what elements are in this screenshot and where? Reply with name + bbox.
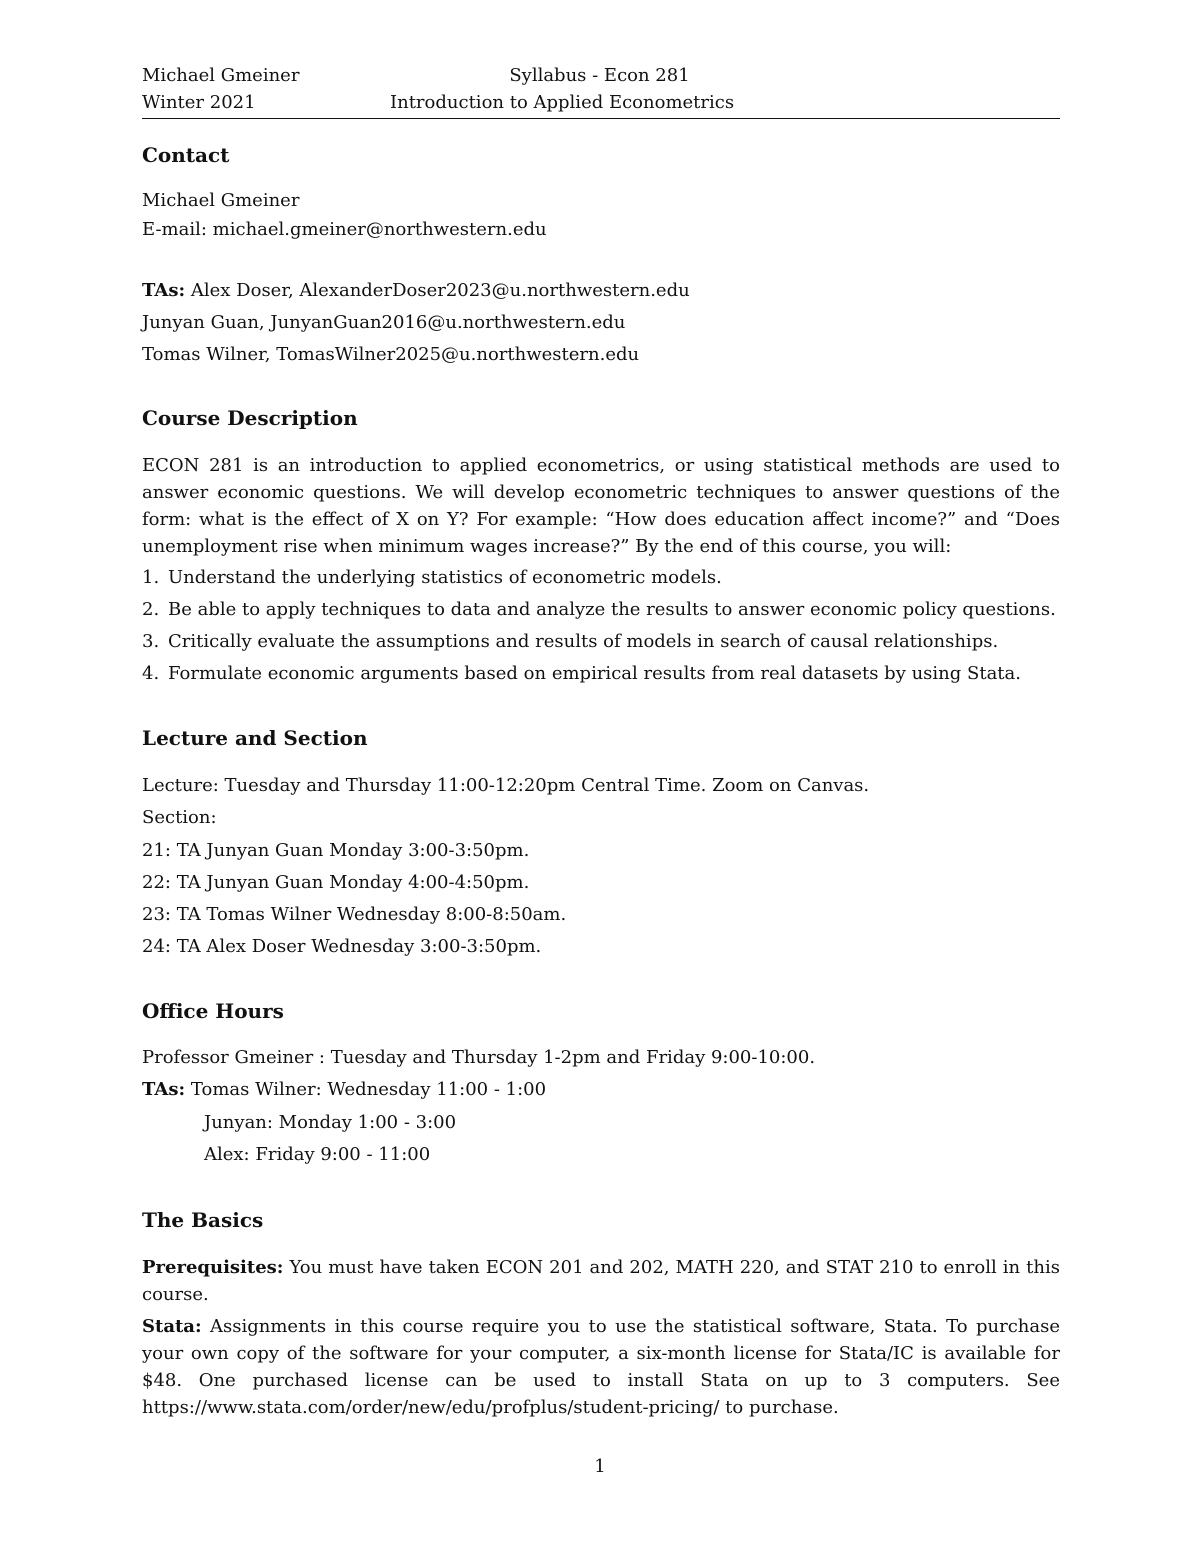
page-number: 1 xyxy=(594,1456,606,1477)
goal-text: Critically evaluate the assumptions and results of models in search of causal relationships. xyxy=(168,631,999,652)
course-description-intro: ECON 281 is an introduction to applied econometrics, or using statistical methods are used to answer economic questions. We will develop econometric techniques to answer questions of the form: what is the effect of X on Y? For example: “How does education affect income?” and “Does unemployment rise when minimum wages increase?” By the end of this course, you will: xyxy=(142,455,1060,557)
section-item: 23: TA Tomas Wilner Wednesday 8:00-8:50am. xyxy=(142,904,567,925)
goal-text: Understand the underlying statistics of econometric models. xyxy=(168,567,722,588)
section-item: 22: TA Junyan Guan Monday 4:00-4:50pm. xyxy=(142,872,530,893)
prerequisites-paragraph xyxy=(142,1254,1060,1308)
basics-heading: The Basics xyxy=(142,1208,264,1232)
goal-item xyxy=(142,630,998,654)
goal-number: 1. xyxy=(142,567,160,588)
ta-contact-text: Alex Doser, AlexanderDoser2023@u.northwestern.edu xyxy=(190,280,690,301)
ta-hours-label: TAs: xyxy=(142,1079,186,1100)
contact-name: Michael Gmeiner xyxy=(142,190,300,211)
course-description-heading: Course Description xyxy=(142,406,358,430)
header-term: Winter 2021 xyxy=(142,92,256,113)
ta-hours-1 xyxy=(142,1078,546,1102)
office-hours-heading: Office Hours xyxy=(142,999,284,1023)
email-label: E-mail: xyxy=(142,219,207,240)
lecture-section-heading: Lecture and Section xyxy=(142,726,368,750)
email-link[interactable]: michael.gmeiner@northwestern.edu xyxy=(212,219,547,240)
goal-number: 4. xyxy=(142,663,160,684)
ta-contact-1 xyxy=(142,279,690,303)
syllabus-page xyxy=(142,62,1060,1418)
section-item: 24: TA Alex Doser Wednesday 3:00-3:50pm. xyxy=(142,936,542,957)
header-author: Michael Gmeiner xyxy=(142,65,300,86)
contact-email xyxy=(142,218,547,242)
prerequisites-label: Prerequisites: xyxy=(142,1257,284,1278)
ta-contact-3: Tomas Wilner, TomasWilner2025@u.northwestern.edu xyxy=(142,344,640,365)
ta-contact-2: Junyan Guan, JunyanGuan2016@u.northwestern.edu xyxy=(142,312,626,333)
stata-label: Stata: xyxy=(142,1316,202,1337)
lecture-info: Lecture: Tuesday and Thursday 11:00-12:20pm Central Time. Zoom on Canvas. xyxy=(142,775,870,796)
stata-paragraph xyxy=(142,1313,1060,1421)
section-label: Section: xyxy=(142,807,217,828)
ta-hours-2: Junyan: Monday 1:00 - 3:00 xyxy=(204,1112,457,1133)
tas-label: TAs: xyxy=(142,280,186,301)
goal-number: 2. xyxy=(142,599,160,620)
goal-number: 3. xyxy=(142,631,160,652)
ta-hours-text: Tomas Wilner: Wednesday 11:00 - 1:00 xyxy=(190,1079,547,1100)
goal-item xyxy=(142,662,1021,686)
goal-text: Formulate economic arguments based on empirical results from real datasets by using Stata. xyxy=(168,663,1021,684)
section-item: 21: TA Junyan Guan Monday 3:00-3:50pm. xyxy=(142,840,530,861)
professor-hours: Professor Gmeiner : Tuesday and Thursday 1-2pm and Friday 9:00-10:00. xyxy=(142,1047,816,1068)
header-subtitle: Introduction to Applied Econometrics xyxy=(390,92,735,113)
goal-item xyxy=(142,598,1056,622)
goal-text: Be able to apply techniques to data and analyze the results to answer economic policy questions. xyxy=(168,599,1056,620)
contact-heading: Contact xyxy=(142,143,230,167)
page-header xyxy=(142,62,1060,119)
goal-item xyxy=(142,566,722,590)
prerequisites-text: You must have taken ECON 201 and 202, MATH 220, and STAT 210 to enroll in this course. xyxy=(142,1257,1060,1305)
ta-hours-3: Alex: Friday 9:00 - 11:00 xyxy=(204,1144,431,1165)
header-course: Syllabus - Econ 281 xyxy=(509,65,690,86)
stata-text: Assignments in this course require you to use the statistical software, Stata. To purchase your own copy of the software for your computer, a six-month license for Stata/IC is available for $48. One purchased license can be used to install Stata on up to 3 computers. See https://www.stata.com/order/new/edu/profplus/student-pricing/ to purchase. xyxy=(142,1316,1060,1418)
